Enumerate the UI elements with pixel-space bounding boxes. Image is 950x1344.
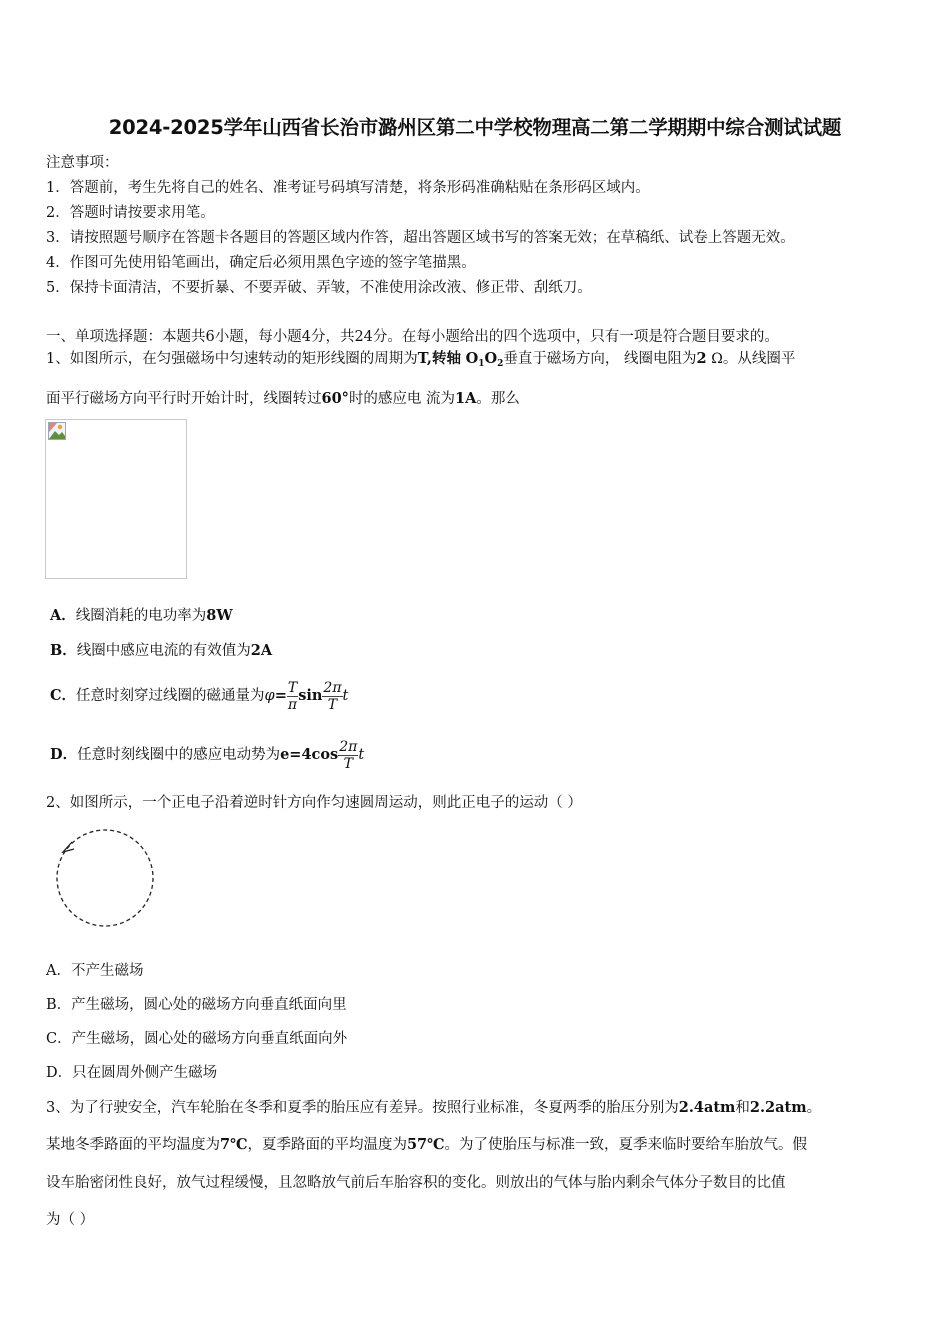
broken-image-icon (48, 422, 66, 440)
q1-text: 垂直于磁场方向， 线圈电阻为 (503, 351, 697, 367)
q3-stem-line4: 为（ ） (46, 1212, 95, 1228)
q1-angle: 60° (321, 390, 349, 407)
section-heading: 一、单项选择题：本题共6小题，每小题4分，共24分。在每小题给出的四个选项中，只有一项是符合题目要求的。 (46, 329, 779, 345)
q1-option-b[interactable]: B．线圈中感应电流的有效值为2A (50, 642, 273, 659)
q1-stem-line1 (46, 349, 795, 374)
fraction-2pi-over-t: $\frac{2\pi}{T}$ (339, 738, 358, 772)
notice-item-4: 4．作图可先使用铅笔画出，确定后必须用黑色字迹的签字笔描黑。 (46, 255, 476, 271)
temp-winter: 7℃ (220, 1136, 248, 1153)
q1-text: 1、如图所示，在匀强磁场中匀速转动的矩形线圈的周期为 (46, 351, 418, 367)
q1-current: 1A (455, 390, 477, 407)
q1-figure-placeholder (45, 419, 187, 579)
q2-option-b[interactable]: B．产生磁场，圆心处的磁场方向垂直纸面向里 (46, 997, 347, 1013)
q3-stem-line1: 3、为了行驶安全，汽车轮胎在冬季和夏季的胎压应有差异。按照行业标准，冬夏两季的胎压分别为2.4atm和2.2atm。 (46, 1099, 822, 1116)
temp-summer: 57℃ (406, 1136, 445, 1153)
dashed-circle (57, 830, 153, 926)
q1-stem-line2: 面平行磁场方向平行时开始计时，线圈转过60°时的感应电 流为1A。那么 (46, 390, 520, 407)
page-title: 2024-2025学年山西省长治市潞州区第二中学校物理高二第二学期期中综合测试试题 (108, 116, 842, 139)
pressure-summer: 2.2atm (749, 1099, 807, 1116)
notice-item-5: 5．保持卡面清洁，不要折暴、不要弄破、弄皱，不准使用涂改液、修正带、刮纸刀。 (46, 280, 592, 296)
notice-item-1: 1．答题前，考生先将自己的姓名、准考证号码填写清楚，将条形码准确粘贴在条形码区域内。 (46, 180, 650, 196)
q1-resistance: 2 (696, 350, 707, 367)
q1-option-a[interactable]: A．线圈消耗的电功率为8W (50, 607, 233, 624)
ohm-symbol: Ω (711, 351, 723, 367)
q1-option-c[interactable]: C．任意时刻穿过线圈的磁通量为φ= $\frac{T}{\pi}$ sin $\frac{2\pi}{T}$ t (50, 679, 349, 713)
notice-heading: 注意事项： (46, 155, 119, 171)
fraction-2pi-over-t: $\frac{2\pi}{T}$ (323, 679, 342, 713)
q3-stem-line2: 某地冬季路面的平均温度为7℃，夏季路面的平均温度为57℃。为了使胎压与标准一致，夏季来临时要给车胎放气。假 (46, 1136, 808, 1153)
pressure-winter: 2.4atm (678, 1099, 736, 1116)
q1-option-d[interactable]: D．任意时刻线圈中的感应电动势为e=4cos $\frac{2\pi}{T}$ t (50, 738, 365, 772)
phi-symbol: φ (264, 688, 275, 704)
q2-stem: 2、如图所示，一个正电子沿着逆时针方向作匀速圆周运动，则此正电子的运动（ ） (46, 795, 582, 811)
circular-motion-figure (50, 828, 162, 930)
q2-option-c[interactable]: C．产生磁场，圆心处的磁场方向垂直纸面向外 (46, 1031, 348, 1047)
fraction-t-over-pi: $\frac{T}{\pi}$ (287, 679, 298, 713)
notice-item-3: 3．请按照题号顺序在答题卡各题目的答题区域内作答，超出答题区域书写的答案无效；在草稿纸、试卷上答题无效。 (46, 230, 795, 246)
q1-text: 。从线圈平 (722, 351, 796, 367)
q2-option-a[interactable]: A．不产生磁场 (46, 963, 144, 979)
q3-stem-line3: 设车胎密闭性良好，放气过程缓慢，且忽略放气前后车胎容积的变化。则放出的气体与胎内剩余气体分子数目的比值 (46, 1175, 786, 1191)
q1-axis: $O_1O_2$ (465, 350, 504, 369)
q1-period: T,转轴 (417, 350, 461, 367)
q2-option-d[interactable]: D．只在圆周外侧产生磁场 (46, 1065, 218, 1081)
notice-item-2: 2．答题时请按要求用笔。 (46, 205, 215, 221)
